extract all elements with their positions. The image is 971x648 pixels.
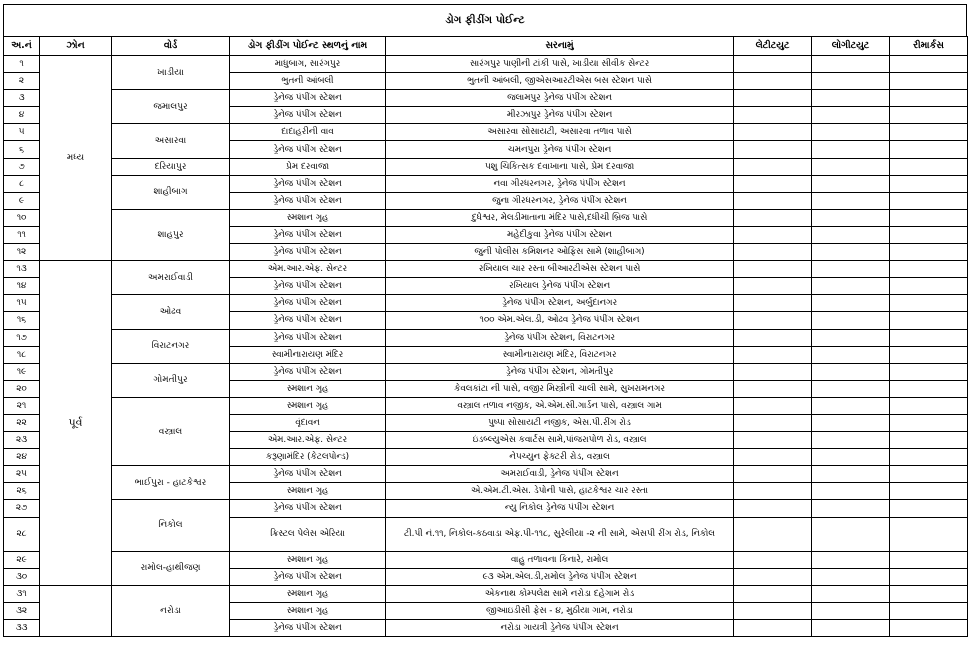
cell-address: વસ્ત્રાલ તળાવ નજીક, એ.એમ.સી.ગાર્ડન પાસે, વસ્ત્રાલ ગામ [386,397,734,414]
cell-latitude [734,414,812,431]
cell-longitude [812,73,890,90]
cell-address: ડ્રેનેજ પંપીંગ સ્ટેશન, વિરાટનગર [386,329,734,346]
cell-longitude [812,551,890,568]
cell-address: જુની પોલીસ કમિશનર ઓફિસ સામે (શાહીબાગ) [386,244,734,261]
cell-place: વૃંદાવન [230,414,386,431]
cell-longitude [812,226,890,243]
cell-address: એ.એમ.ટી.એસ. ડેપોની પાસે, હાટકેશ્વર ચાર રસ્તા [386,483,734,500]
cell-address: ઇંડબ્લ્યુએસ કવાર્ટસ સામે,પાંજરાપોળ રોડ, વસ્ત્રાલ [386,432,734,449]
cell-sno: ૨૮ [4,517,40,551]
cell-remarks [890,244,968,261]
table-row [4,261,968,278]
table-body [4,56,968,637]
cell-latitude [734,73,812,90]
cell-place: ક્રિસ્ટલ પેલેસ એરિયા [230,517,386,551]
cell-latitude [734,226,812,243]
cell-longitude [812,517,890,551]
cell-place: દાદાહરીની વાવ [230,124,386,141]
cell-latitude [734,192,812,209]
cell-latitude [734,517,812,551]
cell-longitude [812,261,890,278]
cell-zone [40,585,112,636]
header-longitude: લોગીટયુટ [812,37,890,56]
cell-longitude [812,209,890,226]
cell-latitude [734,209,812,226]
cell-place: ડ્રેનેજ પંપીંગ સ્ટેશન [230,90,386,107]
cell-ward: અસારવા [112,124,230,158]
spreadsheet [3,4,967,637]
cell-longitude [812,449,890,466]
table-row [4,329,968,346]
cell-address: જલામપુર ડ્રેનેજ પંપીંગ સ્ટેશન [386,90,734,107]
cell-remarks [890,158,968,175]
cell-remarks [890,363,968,380]
cell-remarks [890,141,968,158]
cell-address: કેવલકાંટા ની પાસે, વજીર મિસ્ત્રીની ચાલી સામે, સુખરામનગર [386,380,734,397]
cell-longitude [812,466,890,483]
cell-sno: ૧૯ [4,363,40,380]
cell-longitude [812,500,890,517]
cell-ward: રામોલ-હાથીજણ [112,551,230,585]
cell-sno: ૪ [4,107,40,124]
cell-place: સ્વામીનારાયણ મંદિર [230,346,386,363]
table-row [4,295,968,312]
cell-remarks [890,346,968,363]
cell-sno: ૨૫ [4,466,40,483]
cell-place: ડ્રેનેજ પંપીંગ સ્ટેશન [230,141,386,158]
table-row [4,397,968,414]
cell-latitude [734,483,812,500]
table-row [4,175,968,192]
cell-place: ડ્રેનેજ પંપીંગ સ્ટેશન [230,226,386,243]
cell-sno: ૭ [4,158,40,175]
cell-remarks [890,278,968,295]
cell-place: સ્મશાન ગૃહ [230,380,386,397]
cell-latitude [734,312,812,329]
cell-ward: ગોમતીપુર [112,363,230,397]
cell-sno: ૨૨ [4,414,40,431]
cell-place: ડ્રેનેજ પંપીંગ સ્ટેશન [230,329,386,346]
cell-place: સ્મશાન ગૃહ [230,397,386,414]
cell-latitude [734,397,812,414]
cell-latitude [734,278,812,295]
cell-address: પુષ્પા સોસાયટી નજીક, એસ.પી.રીંગ રોડ [386,414,734,431]
table-row [4,158,968,175]
cell-address: દુધેશ્વર, મેલડીમાતાના મંદિર પાસે,દધીચી બ્રિજ પાસે [386,209,734,226]
cell-latitude [734,90,812,107]
cell-remarks [890,619,968,636]
cell-place: માધુબાગ, સારંગપુર [230,56,386,73]
cell-sno: ૬ [4,141,40,158]
cell-latitude [734,107,812,124]
cell-longitude [812,363,890,380]
cell-place: ડ્રેનેજ પંપીંગ સ્ટેશન [230,192,386,209]
cell-sno: ૨૪ [4,449,40,466]
cell-latitude [734,363,812,380]
cell-remarks [890,517,968,551]
cell-address: ન્યુ નિકોલ ડ્રેનેજ પંપીંગ સ્ટેશન [386,500,734,517]
cell-sno: ૧૩ [4,261,40,278]
cell-latitude [734,141,812,158]
cell-sno: ૧૧ [4,226,40,243]
cell-remarks [890,175,968,192]
cell-remarks [890,466,968,483]
cell-place: ડ્રેનેજ પંપીંગ સ્ટેશન [230,107,386,124]
table-row [4,466,968,483]
cell-latitude [734,56,812,73]
cell-sno: ૫ [4,124,40,141]
cell-sno: ૨૩ [4,432,40,449]
cell-longitude [812,278,890,295]
cell-address: અમરાઈવાડી, ડ્રેનેજ પંપીંગ સ્ટેશન [386,466,734,483]
cell-remarks [890,124,968,141]
cell-remarks [890,209,968,226]
cell-address: ડ્રેનેજ પંપીંગ સ્ટેશન, ગોમતીપુર [386,363,734,380]
cell-longitude [812,346,890,363]
cell-address: ટી.પી નં.૧૧, નિકોલ-કઠવાડા એફ.પી-૧૧૮, સુરેલીયા -૨ ની સામે, એસપી રીંગ રોડ, નિકોલ [386,517,734,551]
cell-place: ભુતની આંબલી [230,73,386,90]
cell-address: નરોડા ગાયત્રી ડ્રેનેજ પંપીંગ સ્ટેશન [386,619,734,636]
cell-sno: ૧ [4,56,40,73]
cell-longitude [812,107,890,124]
cell-latitude [734,568,812,585]
cell-remarks [890,192,968,209]
cell-latitude [734,295,812,312]
cell-sno: ૧૫ [4,295,40,312]
sheet-title: ડોગ ફીડીંગ પોઈન્ટ [3,4,967,36]
cell-ward: વસ્ત્રાલ [112,397,230,465]
cell-sno: ૧૪ [4,278,40,295]
cell-remarks [890,380,968,397]
header-sno: અ.નં [4,37,40,56]
cell-remarks [890,226,968,243]
dog-feeding-table [3,36,968,637]
cell-remarks [890,397,968,414]
cell-place: સ્મશાન ગૃહ [230,551,386,568]
cell-latitude [734,466,812,483]
cell-place: સ્મશાન ગૃહ [230,585,386,602]
table-row [4,56,968,73]
cell-sno: ૧૬ [4,312,40,329]
cell-place: પ્રેમ દરવાજા [230,158,386,175]
cell-latitude [734,432,812,449]
cell-address: ભુતની આંબલી, જીએસઆરટીએસ બસ સ્ટેશન પાસે [386,73,734,90]
cell-sno: ૩૩ [4,619,40,636]
cell-address: નેપચ્યુન ફેક્ટરી રોડ, વસ્ત્રાલ [386,449,734,466]
cell-place: ડ્રેનેજ પંપીંગ સ્ટેશન [230,619,386,636]
cell-latitude [734,261,812,278]
cell-longitude [812,380,890,397]
cell-longitude [812,568,890,585]
cell-address: જીઆઇડીસી ફેસ - ૪, મુઠીયા ગામ, નરોડા [386,602,734,619]
cell-sno: ૩૧ [4,585,40,602]
cell-longitude [812,56,890,73]
cell-place: ડ્રેનેજ પંપીંગ સ્ટેશન [230,175,386,192]
cell-remarks [890,90,968,107]
cell-ward: દરિયાપુર [112,158,230,175]
cell-sno: ૩૨ [4,602,40,619]
cell-sno: ૧૨ [4,244,40,261]
cell-place: ડ્રેનેજ પંપીંગ સ્ટેશન [230,244,386,261]
table-row [4,363,968,380]
cell-place: સ્મશાન ગૃહ [230,209,386,226]
cell-longitude [812,141,890,158]
cell-sno: ૨૧ [4,397,40,414]
cell-address: નવા ગીરધરનગર, ડ્રેનેજ પંપીંગ સ્ટેશન [386,175,734,192]
cell-latitude [734,500,812,517]
cell-ward: ઓઢવ [112,295,230,329]
cell-address: વાહુ તળાવના કિનારે, રામોલ [386,551,734,568]
cell-address: પશુ ચિકિત્સક દવાખાના પાસે, પ્રેમ દરવાજા [386,158,734,175]
header-ward: વોર્ડ [112,37,230,56]
cell-sno: ૨૦ [4,380,40,397]
cell-sno: ૨૯ [4,551,40,568]
cell-latitude [734,124,812,141]
cell-remarks [890,107,968,124]
cell-ward: ખાડીયા [112,56,230,90]
cell-ward: શાહપુર [112,209,230,260]
cell-ward: શાહીબાગ [112,175,230,209]
cell-longitude [812,124,890,141]
cell-place: એમ.આર.એફ. સેન્ટર [230,432,386,449]
cell-remarks [890,585,968,602]
cell-ward: જમાલપુર [112,90,230,124]
cell-remarks [890,312,968,329]
cell-longitude [812,483,890,500]
cell-place: ડ્રેનેજ પંપીંગ સ્ટેશન [230,363,386,380]
cell-remarks [890,261,968,278]
table-row [4,500,968,517]
cell-remarks [890,56,968,73]
cell-address: ચમનપુરા ડ્રેનેજ પંપીંગ સ્ટેશન [386,141,734,158]
cell-ward: ભાઈપુરા - હાટકેશ્વર [112,466,230,500]
cell-longitude [812,244,890,261]
cell-address: અસારવા સોસાયટી, અસારવા તળાવ પાસે [386,124,734,141]
cell-remarks [890,329,968,346]
cell-remarks [890,483,968,500]
cell-ward: વિરાટનગર [112,329,230,363]
cell-remarks [890,295,968,312]
cell-address: એકનાથ કોમ્પલેક્ષ સામે નરોડા દહેગામ રોડ [386,585,734,602]
table-row [4,585,968,602]
cell-longitude [812,432,890,449]
cell-sno: ૧૦ [4,209,40,226]
cell-latitude [734,175,812,192]
cell-latitude [734,551,812,568]
cell-latitude [734,158,812,175]
cell-longitude [812,329,890,346]
cell-longitude [812,602,890,619]
cell-place: ડ્રેનેજ પંપીંગ સ્ટેશન [230,500,386,517]
cell-sno: ૧૭ [4,329,40,346]
cell-longitude [812,158,890,175]
cell-latitude [734,244,812,261]
cell-latitude [734,346,812,363]
cell-remarks [890,414,968,431]
cell-sno: ૨૬ [4,483,40,500]
cell-address: રખિયાલ ડ્રેનેજ પંપીંગ સ્ટેશન [386,278,734,295]
cell-zone: મધ્ય [40,56,112,261]
cell-longitude [812,192,890,209]
cell-address: મહેદીકુવા ડ્રેનેજ પંપીંગ સ્ટેશન [386,226,734,243]
cell-place: ડ્રેનેજ પંપીંગ સ્ટેશન [230,568,386,585]
cell-longitude [812,585,890,602]
header-zone: ઝોન [40,37,112,56]
cell-latitude [734,619,812,636]
cell-zone: પૂર્વ [40,261,112,586]
cell-longitude [812,619,890,636]
cell-longitude [812,312,890,329]
cell-latitude [734,380,812,397]
cell-remarks [890,568,968,585]
header-remarks: રીમાર્કસ [890,37,968,56]
cell-remarks [890,73,968,90]
cell-place: ડ્રેનેજ પંપીંગ સ્ટેશન [230,312,386,329]
cell-remarks [890,432,968,449]
cell-place: સ્મશાન ગૃહ [230,483,386,500]
cell-sno: ૨૭ [4,500,40,517]
cell-latitude [734,585,812,602]
cell-address: રખિયાલ ચાર રસ્તા બીઆરટીએસ સ્ટેશન પાસે [386,261,734,278]
cell-place: કરૂણામંદિર (કેટલપોન્ડ) [230,449,386,466]
cell-place: ડ્રેનેજ પંપીંગ સ્ટેશન [230,278,386,295]
cell-longitude [812,414,890,431]
cell-remarks [890,602,968,619]
cell-address: મીરઝાપુર ડ્રેનેજ પંપીંગ સ્ટેશન [386,107,734,124]
cell-address: સ્વામીનારાયણ મંદિર, વિરાટનગર [386,346,734,363]
cell-latitude [734,329,812,346]
cell-address: જુના ગીરધરનગર, ડ્રેનેજ પંપીંગ સ્ટેશન [386,192,734,209]
cell-remarks [890,449,968,466]
cell-sno: ૯ [4,192,40,209]
header-address: સરનામું [386,37,734,56]
cell-place: ડ્રેનેજ પંપીંગ સ્ટેશન [230,466,386,483]
cell-remarks [890,500,968,517]
table-row [4,209,968,226]
cell-address: ૯૩ એમ.એલ.ડી,રામોલ ડ્રેનેજ પંપીંગ સ્ટેશન [386,568,734,585]
header-place: ડોગ ફીડીંગ પોઈન્ટ સ્થળનું નામ [230,37,386,56]
cell-place: સ્મશાન ગૃહ [230,602,386,619]
cell-longitude [812,90,890,107]
cell-address: ડ્રેનેજ પંપીંગ સ્ટેશન, અર્બુદાનગર [386,295,734,312]
cell-latitude [734,602,812,619]
cell-place: એમ.આર.એફ. સેન્ટર [230,261,386,278]
cell-ward: અમરાઈવાડી [112,261,230,295]
cell-ward: નરોડા [112,585,230,636]
cell-sno: ૩ [4,90,40,107]
cell-sno: ૨ [4,73,40,90]
cell-place: ડ્રેનેજ પંપીંગ સ્ટેશન [230,295,386,312]
cell-sno: ૮ [4,175,40,192]
table-row [4,551,968,568]
header-row [4,37,968,56]
table-row [4,90,968,107]
cell-latitude [734,449,812,466]
cell-longitude [812,295,890,312]
cell-longitude [812,397,890,414]
cell-ward: નિકોલ [112,500,230,551]
cell-sno: ૧૮ [4,346,40,363]
cell-sno: ૩૦ [4,568,40,585]
table-row [4,124,968,141]
cell-remarks [890,551,968,568]
cell-longitude [812,175,890,192]
cell-address: ૧૦૦ એમ.એલ.ડી, ઓઢવ ડ્રેનેજ પંપીંગ સ્ટેશન [386,312,734,329]
cell-address: સારંગપુર પાણીની ટાંકી પાસે, ખાડીયા સીવીક સેન્ટર [386,56,734,73]
header-latitude: લેટીટયુટ [734,37,812,56]
